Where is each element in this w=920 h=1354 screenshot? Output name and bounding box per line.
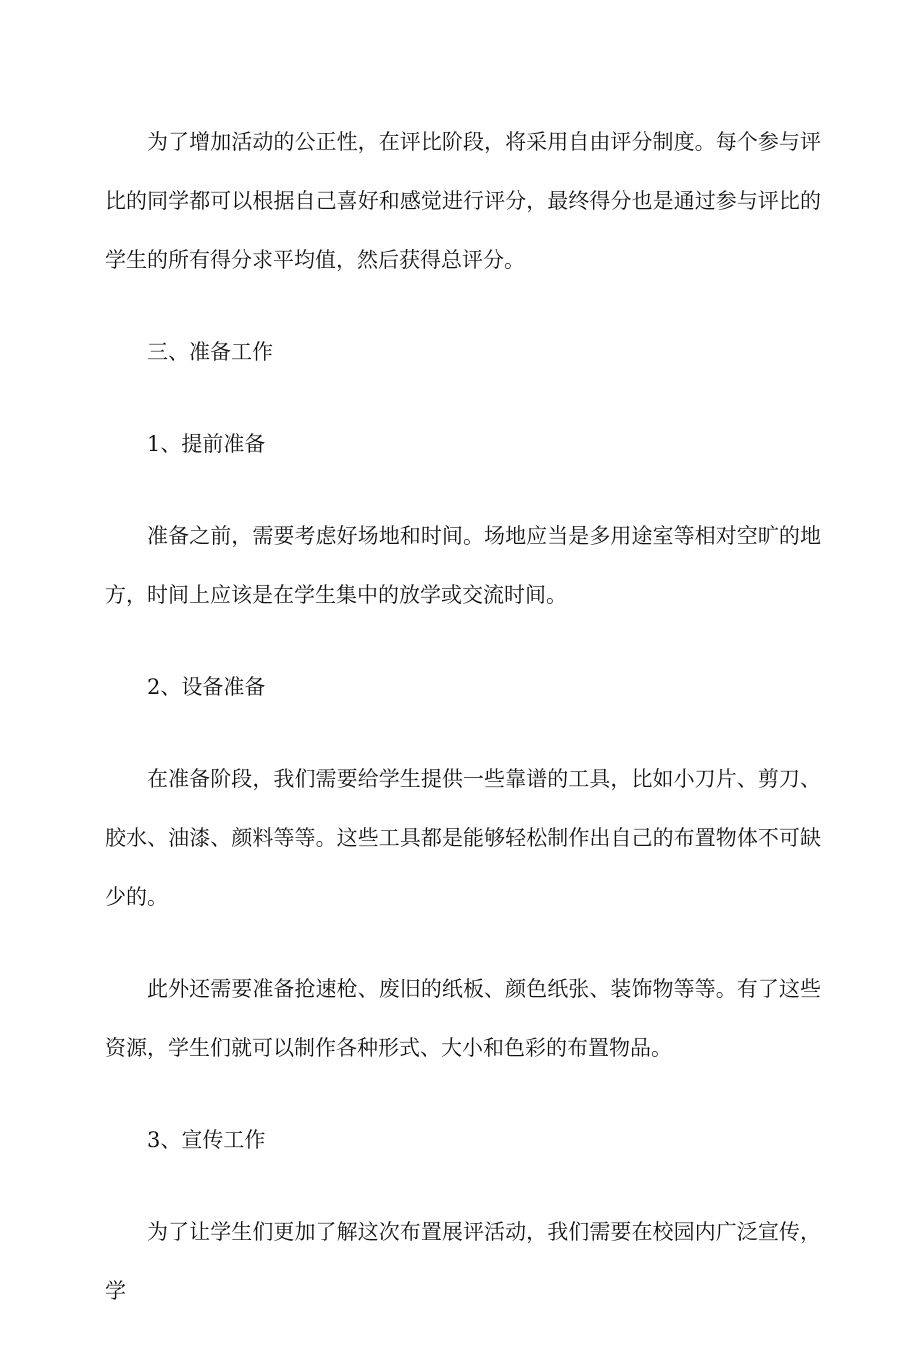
subheading-advance-prep: 1、提前准备 [147,432,266,456]
paragraph-venue-time: 准备之前，需要考虑好场地和时间。场地应当是多用途室等相对空旷的地方，时间上应该是在学生集中的放学或交流时间。 [105,524,821,607]
subheading-equipment: 2、设备准备 [147,675,266,699]
document-page [105,113,821,1354]
paragraph-publicity: 为了让学生们更加了解这次布置展评活动，我们需要在校园内广泛宣传，学 [105,1220,821,1303]
paragraph-materials: 此外还需要准备抢速枪、废旧的纸板、颜色纸张、装饰物等等。有了这些资源，学生们就可以制作各种形式、大小和色彩的布置物品。 [105,977,821,1060]
section-heading-preparation: 三、准备工作 [147,340,273,364]
paragraph-tools: 在准备阶段，我们需要给学生提供一些靠谱的工具，比如小刀片、剪刀、胶水、油漆、颜料等等。这些工具都是能够轻松制作出自己的布置物体不可缺少的。 [105,767,821,909]
subheading-publicity: 3、宣传工作 [147,1128,266,1152]
paragraph-scoring: 为了增加活动的公正性，在评比阶段，将采用自由评分制度。每个参与评比的同学都可以根据自己喜好和感觉进行评分，最终得分也是通过参与评比的学生的所有得分求平均值，然后获得总评分。 [105,130,821,272]
